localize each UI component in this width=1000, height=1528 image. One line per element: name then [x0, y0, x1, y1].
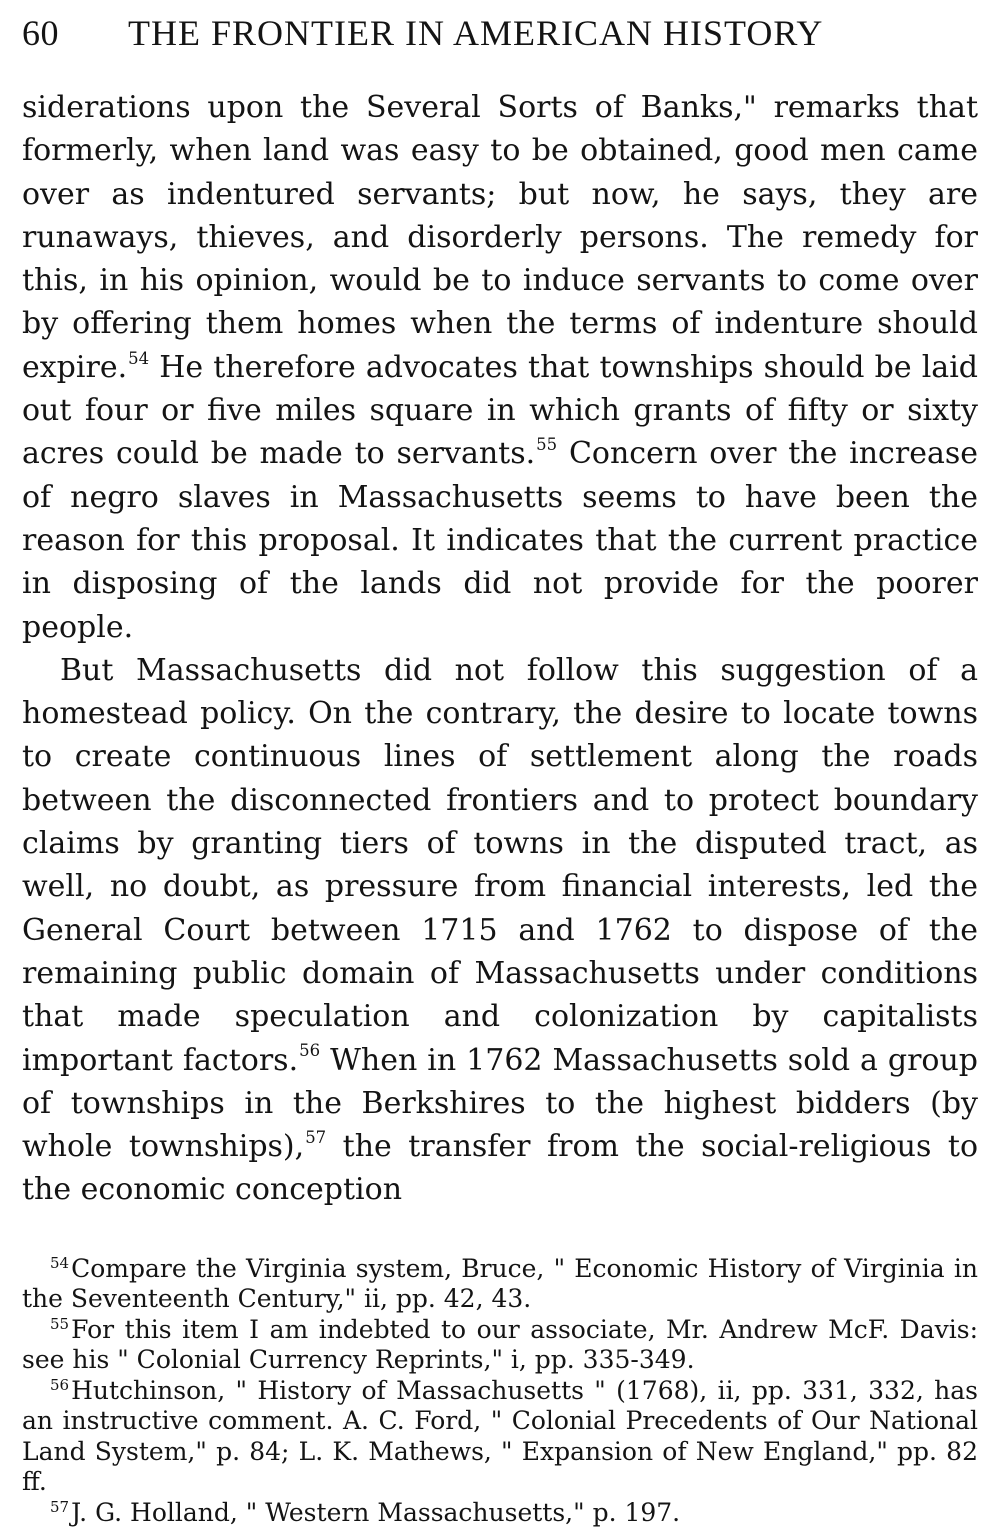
book-page [22, 8, 978, 1528]
footnote [22, 1498, 978, 1528]
running-title: THE FRONTIER IN AMERICAN HISTORY [128, 13, 824, 53]
footnote [22, 1254, 978, 1315]
footnotes [22, 1254, 978, 1528]
footnote-reference: 56 [299, 1041, 321, 1061]
paragraph-text: But Massachusetts did not follow this suggestion of a homestead policy. On the contrary, the desire to locate towns to create continuous lines of settlement along the roads between the disconnected frontiers and to protect boundary claims by granting tiers of towns in the disputed tract, as well, no doubt, as pressure from financial interests, led the General Court between 1715 and 1762 to dispose of the remaining public domain of Massachusetts under conditions that made speculation and colonization by capitalists important factors. [22, 652, 978, 1078]
footnote-reference: 55 [536, 435, 558, 455]
paragraph-text: the transfer from the social-religious to the economic conception [22, 1129, 979, 1208]
footnote-number: 54 [50, 1253, 70, 1272]
footnote-number: 57 [50, 1497, 70, 1516]
footnote-number: 56 [50, 1375, 70, 1394]
footnote-reference: 57 [305, 1127, 327, 1147]
footnote-reference: 54 [128, 348, 150, 368]
footnote-number: 55 [50, 1314, 70, 1333]
footnote-text: For this item I am indebted to our associate, Mr. Andrew McF. Davis: see his " Colonial Currency Reprints," i, pp. 335-349. [22, 1314, 978, 1375]
footnote-text: Hutchinson, " History of Massachusetts " (1768), ii, pp. 331, 332, has an instructive comment. A. C. Ford, " Colonial Precedents of Our National Land System," p. 84; L. K. Mathews, " Expansion of New England," pp. 82 ff. [22, 1375, 978, 1497]
paragraph-text: siderations upon the Several Sorts of Banks," remarks that formerly, when land was easy to be obtained, good men came over as indentured servants; but now, he says, they are runaways, thieves, and disorderly persons. The remedy for this, in his opinion, would be to induce servants to come over by offering them homes when the terms of indenture should expire. [22, 90, 978, 385]
paragraph [22, 649, 978, 1212]
footnote-text: J. G. Holland, " Western Massachusetts," p. 197. [71, 1497, 681, 1527]
body-text [22, 86, 978, 1212]
footnote-text: Compare the Virginia system, Bruce, " Economic History of Virginia in the Seventeenth Century," ii, pp. 42, 43. [22, 1253, 978, 1314]
running-head [22, 8, 978, 58]
paragraph [22, 86, 978, 649]
footnote [22, 1315, 978, 1376]
page-number: 60 [22, 13, 59, 53]
paragraph-text: He therefore advocates that townships should be laid out four or five miles square in which grants of fifty or sixty acres could be made to servants. [22, 349, 978, 472]
paragraph-text: Concern over the increase of negro slaves in Massachusetts seems to have been the reason for this proposal. It indicates that the current practice in disposing of the lands did not provide for the poorer people. [22, 436, 978, 645]
paragraph-text: When in 1762 Massachusetts sold a group of townships in the Berkshires to the highest bidders (by whole townships), [22, 1042, 978, 1165]
footnote [22, 1376, 978, 1498]
